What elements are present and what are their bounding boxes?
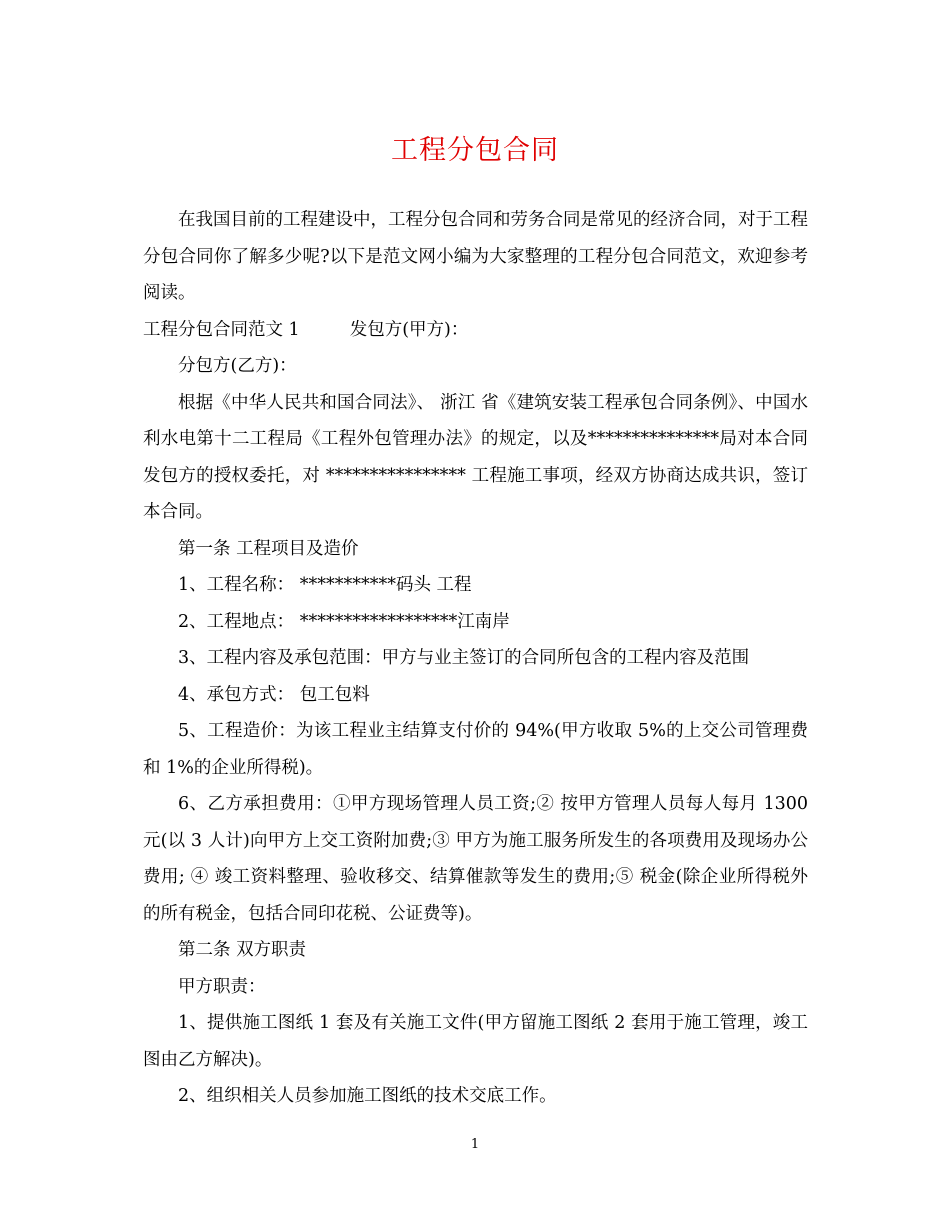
contract-mode-item: 4、承包方式： 包工包料 xyxy=(178,684,370,705)
party-a-duties-heading: 甲方职责： xyxy=(178,976,266,997)
contractor-label: 分包方(乙方)： xyxy=(178,356,297,376)
expenses-item: 6、乙方承担费用：①甲方现场管理人员工资;② 按甲方管理人员每人每月 1300 元(以 3 人计)向甲方上交工资附加费;③ 甲方为施工服务所发生的各项费用及现场办公费用; ④ 竣工资料整理、验收移交、结算催款等发生的费用;⑤ 税金(除企业所得税外的所有税金，包括合同印花税、公证费等)。 xyxy=(143,794,808,924)
cost-item: 5、工程造价：为该工程业主结算支付价的 94%(甲方收取 5%的上交公司管理费和 1%的企业所得税)。 xyxy=(143,721,808,778)
document-body xyxy=(143,202,808,1115)
sample-heading-line xyxy=(143,312,808,349)
project-location-item: 2、工程地点： ******************江南岸 xyxy=(178,611,510,632)
page-number: 1 xyxy=(470,1137,480,1152)
article-one-heading: 第一条 工程项目及造价 xyxy=(178,538,359,559)
sample-heading: 工程分包合同范文 1 xyxy=(143,319,300,340)
duty-item-1: 1、提供施工图纸 1 套及有关施工文件(甲方留施工图纸 2 套用于施工管理，竣工图由乙方解决)。 xyxy=(143,1013,808,1070)
basis-paragraph: 根据《中华人民共和国合同法》、 浙江 省《建筑安装工程承包合同条例》、中国水利水电第十二工程局《工程外包管理办法》的规定，以及***************局对本合同发包方的授权委托，对 **************** 工程施工事项，经双方协商达成共识，签订本合同。 xyxy=(143,392,808,522)
project-name-item: 1、工程名称： ***********码头 工程 xyxy=(178,575,472,595)
duty-item-2: 2、组织相关人员参加施工图纸的技术交底工作。 xyxy=(178,1086,557,1106)
article-two-heading: 第二条 双方职责 xyxy=(178,940,307,960)
document-title: 工程分包合同 xyxy=(391,135,559,166)
issuer-label: 发包方(甲方)： xyxy=(349,319,469,340)
intro-paragraph: 在我国目前的工程建设中，工程分包合同和劳务合同是常见的经济合同，对于工程分包合同你了解多少呢?以下是范文网小编为大家整理的工程分包合同范文，欢迎参考阅读。 xyxy=(143,210,808,303)
scope-item: 3、工程内容及承包范围：甲方与业主签订的合同所包含的工程内容及范围 xyxy=(178,648,750,668)
